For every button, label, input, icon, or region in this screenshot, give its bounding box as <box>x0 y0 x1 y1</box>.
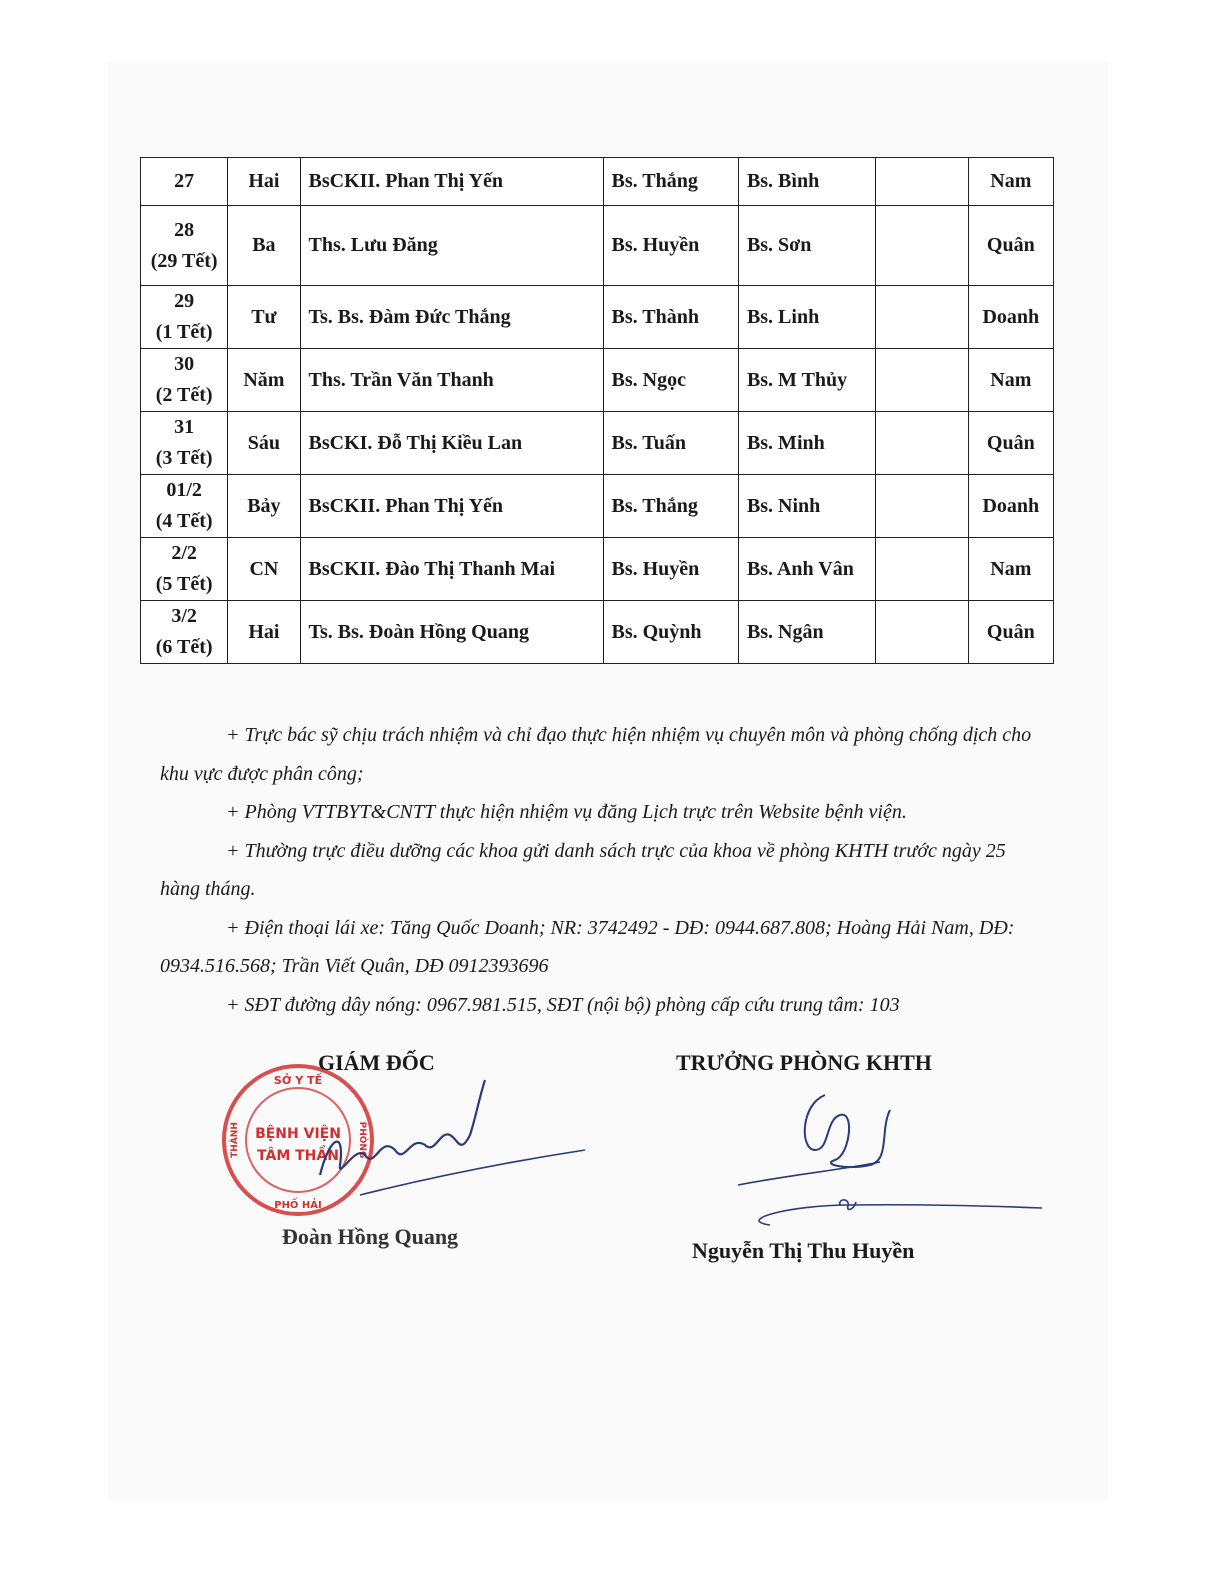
cell-doctor2: Bs. Ninh <box>738 475 875 538</box>
date-value: 01/2 <box>166 479 202 501</box>
cell-date <box>141 601 228 664</box>
schedule-row <box>141 601 1054 664</box>
note-item: + Phòng VTTBYT&CNTT thực hiện nhiệm vụ đăng Lịch trực trên Website bệnh viện. <box>226 801 907 823</box>
stamp-ring-right: PHÒNG <box>357 1121 367 1159</box>
cell-lead: Ts. Bs. Đoàn Hồng Quang <box>300 601 603 664</box>
lunar-date: (4 Tết) <box>155 510 213 532</box>
cell-date <box>141 538 228 601</box>
date-value: 27 <box>174 170 195 192</box>
cell-doctor2: Bs. Bình <box>738 158 875 206</box>
director-title: GIÁM ĐỐC <box>318 1050 435 1075</box>
schedule-row <box>141 412 1054 475</box>
cell-date <box>141 475 228 538</box>
cell-date <box>141 412 228 475</box>
cell-lead: Ts. Bs. Đàm Đức Thắng <box>300 286 603 349</box>
cell-lead: BsCKII. Phan Thị Yến <box>300 158 603 206</box>
cell-doctor1: Bs. Huyền <box>603 206 738 286</box>
stamp-ring-top: SỞ Y TẾ <box>273 1074 323 1087</box>
director-signature <box>300 1075 600 1205</box>
cell-empty <box>876 158 968 206</box>
stamp-line-1: BỆNH VIỆN <box>255 1126 341 1142</box>
cell-doctor1: Bs. Huyền <box>603 538 738 601</box>
date-value: 31 <box>174 416 195 438</box>
schedule-row <box>141 475 1054 538</box>
head-of-department-signature <box>730 1080 1050 1240</box>
stamp-ring-bottom: PHỐ HẢI <box>274 1200 322 1211</box>
cell-doctor1: Bs. Thành <box>603 286 738 349</box>
cell-doctor2: Bs. Ngân <box>738 601 875 664</box>
note-item: + Trực bác sỹ chịu trách nhiệm và chỉ đạo thực hiện nhiệm vụ chuyên môn và phòng chống dịch cho khu vực được phân công; <box>160 724 1032 785</box>
cell-doctor2: Bs. Anh Vân <box>738 538 875 601</box>
cell-day: Năm <box>228 349 300 412</box>
cell-day: Hai <box>228 601 300 664</box>
cell-doctor2: Bs. Linh <box>738 286 875 349</box>
cell-driver: Nam <box>968 158 1053 206</box>
cell-day: Ba <box>228 206 300 286</box>
date-value: 29 <box>174 290 195 312</box>
cell-day: Tư <box>228 286 300 349</box>
schedule-row <box>141 349 1054 412</box>
schedule-row <box>141 538 1054 601</box>
head-of-department-name: Nguyễn Thị Thu Huyền <box>692 1238 915 1263</box>
cell-date <box>141 349 228 412</box>
cell-date <box>141 206 228 286</box>
cell-empty <box>876 206 968 286</box>
head-of-department-title: TRƯỞNG PHÒNG KHTH <box>676 1050 932 1075</box>
cell-doctor1: Bs. Thắng <box>603 475 738 538</box>
cell-doctor1: Bs. Tuấn <box>603 412 738 475</box>
cell-date <box>141 286 228 349</box>
note-item: + Điện thoại lái xe: Tăng Quốc Doanh; NR: 3742492 - DĐ: 0944.687.808; Hoàng Hải Nam, DĐ: 0934.516.568; Trần Viết Quân, DĐ 0912393696 <box>160 916 1015 977</box>
cell-doctor1: Bs. Thắng <box>603 158 738 206</box>
date-value: 28 <box>174 218 195 241</box>
schedule-row <box>141 158 1054 206</box>
lunar-date: (5 Tết) <box>155 573 213 595</box>
cell-day: Sáu <box>228 412 300 475</box>
cell-lead: BsCKII. Phan Thị Yến <box>300 475 603 538</box>
cell-date <box>141 158 228 206</box>
note-item: + SĐT đường dây nóng: 0967.981.515, SĐT (nội bộ) phòng cấp cứu trung tâm: 103 <box>226 993 900 1016</box>
cell-empty <box>876 412 968 475</box>
stamp-line-2: TÂM THẦN <box>257 1148 339 1164</box>
notes-section <box>160 716 1040 1024</box>
note-item: + Thường trực điều dưỡng các khoa gửi danh sách trực của khoa về phòng KHTH trước ngày 25 hàng tháng. <box>160 839 1006 900</box>
cell-empty <box>876 601 968 664</box>
cell-doctor1: Bs. Ngọc <box>603 349 738 412</box>
lunar-date: (29 Tết) <box>150 249 218 272</box>
cell-doctor2: Bs. Minh <box>738 412 875 475</box>
cell-lead: BsCKI. Đỗ Thị Kiều Lan <box>300 412 603 475</box>
schedule-row <box>141 206 1054 286</box>
duty-schedule-table <box>140 157 1054 664</box>
cell-day: Bảy <box>228 475 300 538</box>
cell-lead: BsCKII. Đào Thị Thanh Mai <box>300 538 603 601</box>
cell-day: CN <box>228 538 300 601</box>
director-name: Đoàn Hồng Quang <box>282 1224 459 1249</box>
cell-driver: Doanh <box>968 475 1053 538</box>
cell-doctor1: Bs. Quỳnh <box>603 601 738 664</box>
cell-empty <box>876 349 968 412</box>
cell-doctor2: Bs. Sơn <box>738 206 875 286</box>
cell-driver: Nam <box>968 349 1053 412</box>
date-value: 3/2 <box>171 605 197 627</box>
lunar-date: (6 Tết) <box>155 636 213 658</box>
cell-driver: Quân <box>968 412 1053 475</box>
lunar-date: (1 Tết) <box>155 321 213 343</box>
cell-driver: Quân <box>968 206 1053 286</box>
cell-empty <box>876 538 968 601</box>
lunar-date: (2 Tết) <box>155 384 213 406</box>
cell-doctor2: Bs. M Thủy <box>738 349 875 412</box>
cell-driver: Doanh <box>968 286 1053 349</box>
lunar-date: (3 Tết) <box>155 447 213 469</box>
schedule-row <box>141 286 1054 349</box>
stamp-ring-left: THÀNH <box>230 1122 240 1158</box>
cell-lead: Ths. Lưu Đăng <box>300 206 603 286</box>
cell-empty <box>876 286 968 349</box>
cell-day: Hai <box>228 158 300 206</box>
cell-empty <box>876 475 968 538</box>
date-value: 2/2 <box>171 542 197 564</box>
date-value: 30 <box>174 353 195 375</box>
cell-driver: Quân <box>968 601 1053 664</box>
cell-driver: Nam <box>968 538 1053 601</box>
cell-lead: Ths. Trần Văn Thanh <box>300 349 603 412</box>
